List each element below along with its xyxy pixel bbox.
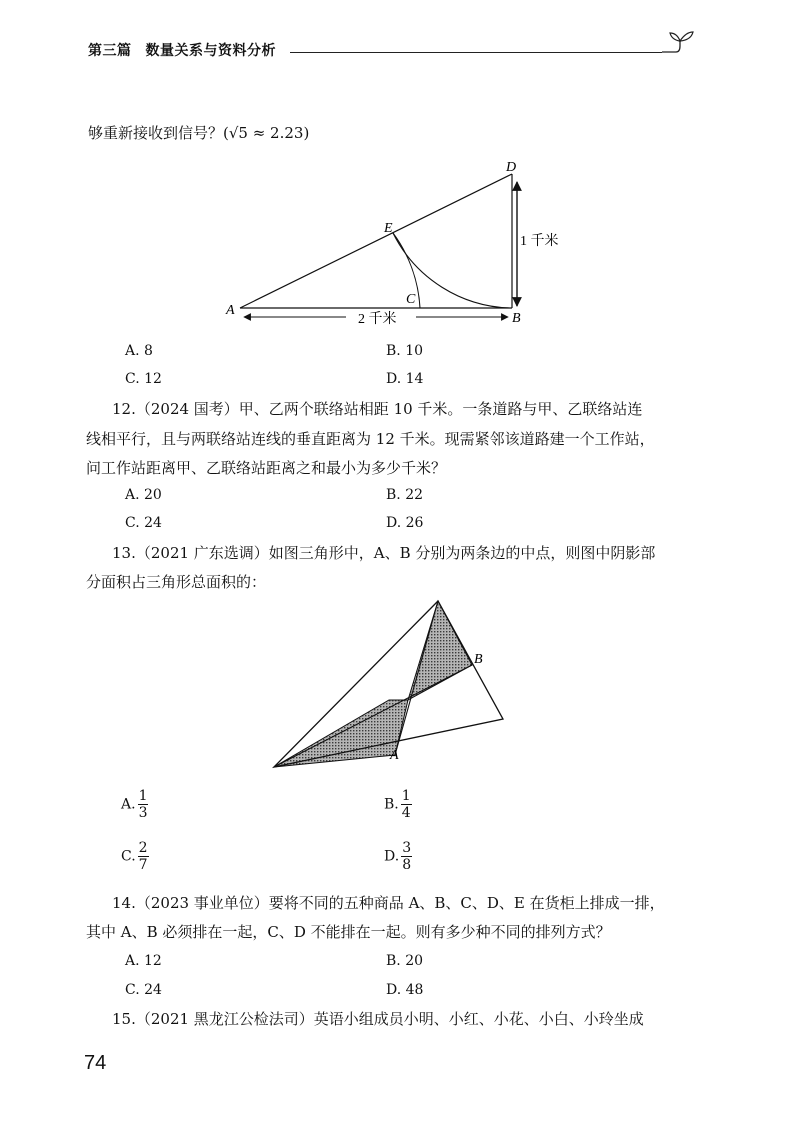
header-rule <box>290 52 662 53</box>
option-prefix: C. <box>121 848 136 865</box>
option-prefix: B. <box>384 796 399 813</box>
denominator: 8 <box>402 857 412 873</box>
q11-option-a: A. 8 <box>125 343 153 359</box>
q14-option-c: C. 24 <box>125 982 162 998</box>
label-d: D <box>506 160 517 175</box>
dim-label-vertical: 1 千米 <box>520 234 559 249</box>
numerator: 1 <box>138 788 148 804</box>
numerator: 1 <box>401 788 411 804</box>
denominator: 3 <box>138 805 148 821</box>
q13-option-a <box>121 788 148 821</box>
q12-option-a: A. 20 <box>125 487 162 503</box>
q14-option-a: A. 12 <box>125 953 162 969</box>
q11-option-d: D. 14 <box>386 371 424 387</box>
q13-option-d <box>384 840 412 873</box>
section-title: 数量关系与资料分析 <box>145 43 276 59</box>
denominator: 7 <box>138 857 148 873</box>
q13-line-1: 13.（2021 广东选调）如图三角形中，A、B 分别为两条边的中点，则图中阴影部 <box>112 544 656 562</box>
label-a: A <box>226 303 235 318</box>
denominator: 4 <box>401 805 411 821</box>
q13-line-2: 分面积占三角形总面积的： <box>86 573 267 591</box>
page-number: 74 <box>84 1052 107 1074</box>
label-a: A <box>390 748 399 763</box>
dim-label-horizontal: 2 千米 <box>358 312 397 327</box>
q14-line-2: 其中 A、B 必须排在一起，C、D 不能排在一起。则有多少种不同的排列方式？ <box>86 923 611 941</box>
running-header <box>88 40 290 60</box>
label-b: B <box>474 652 483 667</box>
q14-line-1: 14.（2023 事业单位）要将不同的五种商品 A、B、C、D、E 在货柜上排成一排， <box>112 894 665 912</box>
option-prefix: A. <box>121 796 136 813</box>
q13-option-c <box>121 840 149 873</box>
sprout-icon <box>660 28 696 58</box>
q11-option-c: C. 12 <box>125 371 162 387</box>
q12-line-2: 线相平行，且与两联络站连线的垂直距离为 12 千米。现需紧邻该道路建一个工作站， <box>86 430 655 448</box>
q12-line-3: 问工作站距离甲、乙联络站距离之和最小为多少千米？ <box>86 459 447 477</box>
q12-option-b: B. 22 <box>386 487 424 503</box>
q14-option-d: D. 48 <box>386 982 424 998</box>
section-label: 第三篇 <box>88 43 132 59</box>
numerator: 3 <box>402 840 412 856</box>
q12-option-c: C. 24 <box>125 515 162 531</box>
numerator: 2 <box>138 840 148 856</box>
q12-line-1: 12.（2024 国考）甲、乙两个联络站相距 10 千米。一条道路与甲、乙联络站连 <box>112 400 643 418</box>
shaded-region-upper <box>408 601 472 700</box>
option-prefix: D. <box>384 848 400 865</box>
fraction <box>401 788 412 821</box>
figure-right-triangle <box>220 150 560 335</box>
label-b: B <box>512 311 521 326</box>
question-11-tail: 够重新接收到信号？(√5 ≈ 2.23) <box>88 124 310 142</box>
fraction <box>138 788 149 821</box>
label-c: C <box>406 292 416 307</box>
q14-option-b: B. 20 <box>386 953 424 969</box>
q12-option-d: D. 26 <box>386 515 424 531</box>
side-ad <box>240 174 512 308</box>
label-e: E <box>384 221 393 236</box>
fraction <box>138 840 149 873</box>
q15-line-1: 15.（2021 黑龙江公检法司）英语小组成员小明、小红、小花、小白、小玲坐成 <box>112 1010 644 1028</box>
figure-shaded-triangle <box>260 592 520 777</box>
q11-option-b: B. 10 <box>386 343 424 359</box>
fraction <box>401 840 412 873</box>
q13-option-b <box>384 788 412 821</box>
